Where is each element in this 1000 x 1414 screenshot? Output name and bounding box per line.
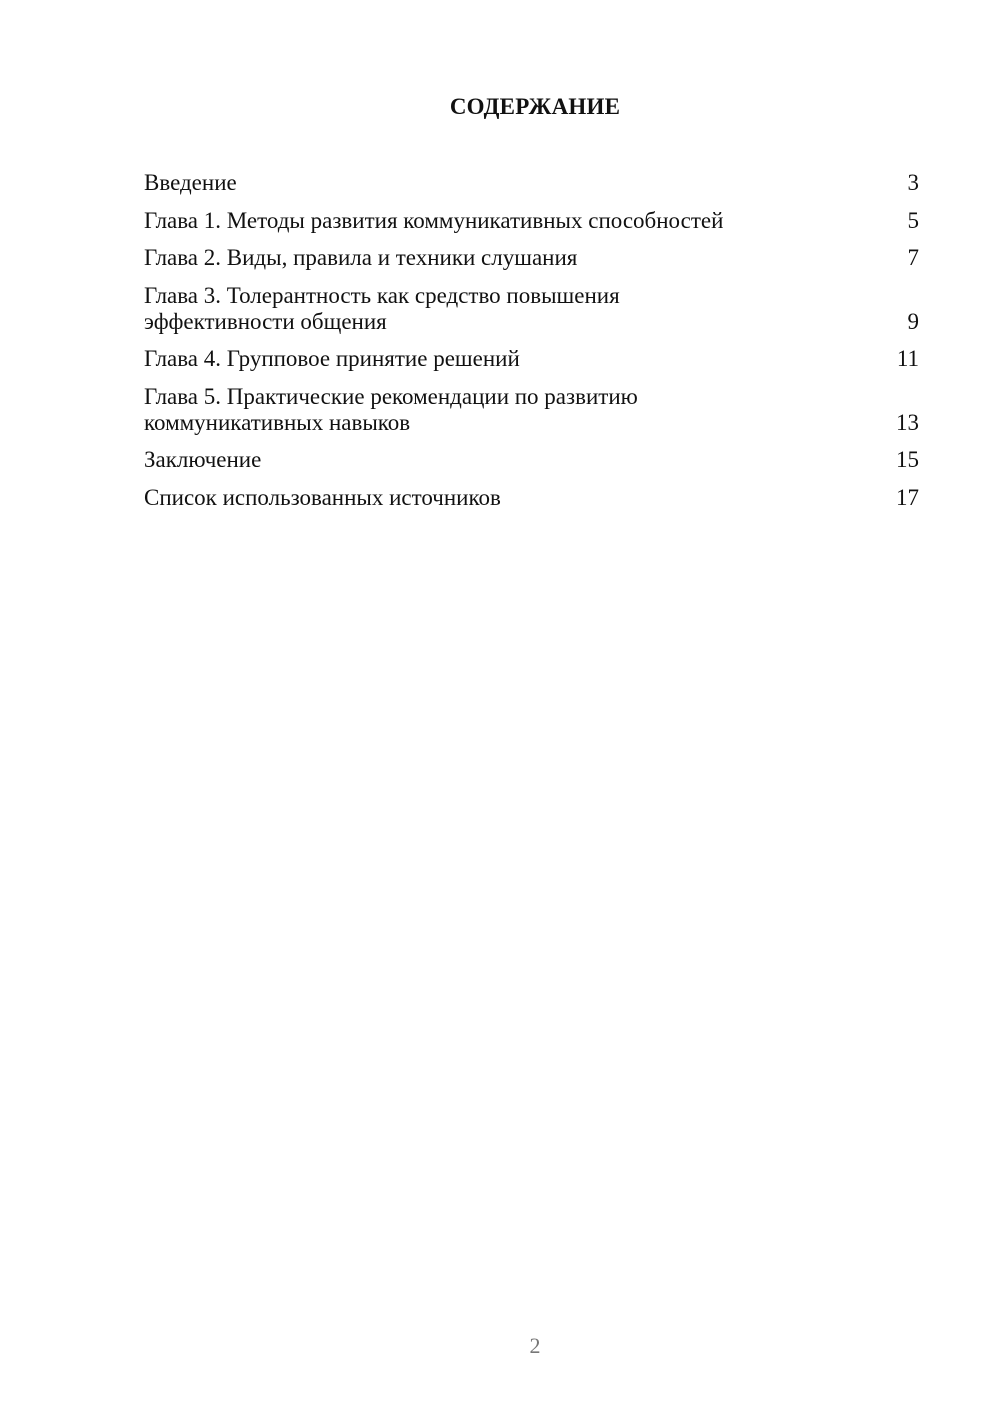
toc-entry-line: Заключение bbox=[144, 447, 262, 472]
toc-entry-chapter-3 bbox=[144, 283, 919, 335]
toc-entry-line: Глава 5. Практические рекомендации по развитию bbox=[144, 383, 638, 409]
toc-entry-text bbox=[144, 170, 908, 196]
toc-entry-text bbox=[144, 346, 897, 372]
table-of-contents bbox=[144, 170, 919, 522]
toc-entry-line: Глава 4. Групповое принятие решений bbox=[144, 346, 520, 371]
toc-entry-chapter-5 bbox=[144, 384, 919, 436]
toc-entry-page-number: 5 bbox=[907, 207, 919, 233]
toc-entry-text bbox=[144, 208, 908, 234]
toc-entry-page-number: 9 bbox=[907, 308, 919, 334]
toc-entry-line: эффективности общения bbox=[144, 308, 387, 334]
toc-entry-page-number: 11 bbox=[896, 346, 919, 371]
toc-entry-line: Введение bbox=[144, 170, 237, 195]
toc-entry-page-number: 15 bbox=[896, 447, 919, 472]
toc-entry-text bbox=[144, 485, 896, 511]
toc-entry-text bbox=[144, 384, 896, 436]
toc-entry-text bbox=[144, 283, 908, 335]
toc-entry-page-number: 13 bbox=[896, 409, 919, 435]
toc-entry-text bbox=[144, 245, 908, 271]
toc-entry-line: коммуникативных навыков bbox=[144, 409, 411, 435]
toc-entry-introduction bbox=[144, 170, 919, 196]
toc-entry-chapter-1 bbox=[144, 208, 919, 234]
toc-entry-line: Глава 1. Методы развития коммуникативных способностей bbox=[144, 207, 724, 233]
toc-entry-line: Глава 3. Толерантность как средство повышения bbox=[144, 282, 620, 308]
toc-entry-text bbox=[144, 447, 896, 473]
toc-entry-references bbox=[144, 485, 919, 511]
toc-entry-page-number: 17 bbox=[896, 484, 919, 510]
page-title: СОДЕРЖАНИЕ bbox=[449, 94, 621, 119]
toc-entry-page-number: 3 bbox=[907, 170, 919, 195]
toc-entry-line: Глава 2. Виды, правила и техники слушания bbox=[144, 245, 578, 270]
toc-entry-page-number: 7 bbox=[907, 245, 919, 270]
toc-entry-chapter-2 bbox=[144, 245, 919, 271]
toc-entry-line: Список использованных источников bbox=[144, 484, 501, 510]
page-footer-number: 2 bbox=[529, 1333, 541, 1358]
toc-entry-chapter-4 bbox=[144, 346, 919, 372]
toc-entry-conclusion bbox=[144, 447, 919, 473]
